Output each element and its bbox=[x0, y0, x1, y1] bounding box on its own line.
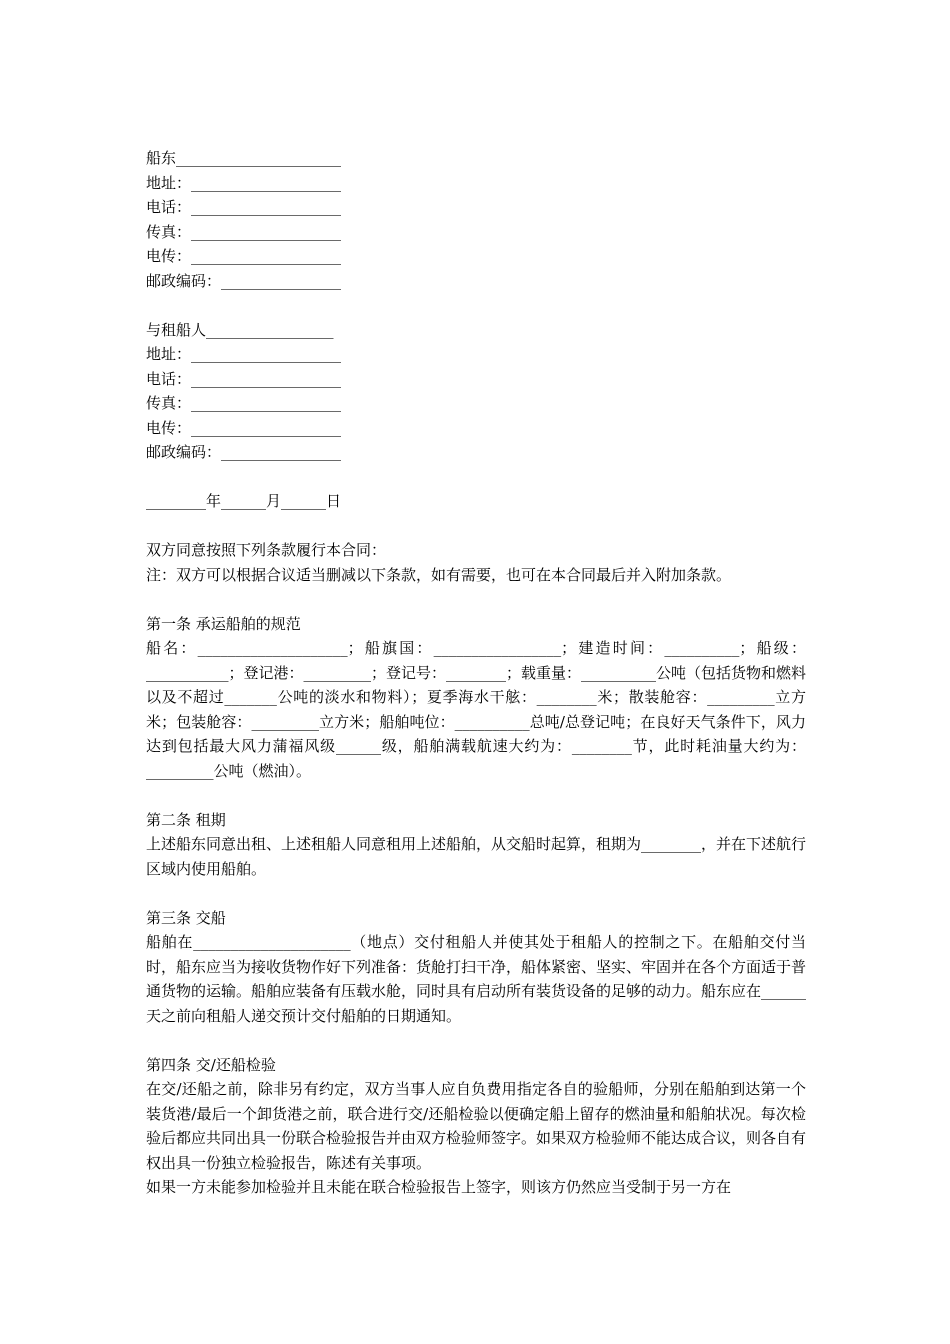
spacer bbox=[146, 587, 806, 612]
charterer-block bbox=[146, 318, 806, 465]
article-body-continued: 如果一方未能参加检验并且未能在联合检验报告上签字，则该方仍然应当受制于另一方在 bbox=[146, 1178, 732, 1196]
spacer bbox=[146, 514, 806, 539]
spacer bbox=[146, 881, 806, 906]
article-4 bbox=[146, 1053, 806, 1200]
shipowner-postcode-line: 邮政编码：________________ bbox=[146, 271, 342, 290]
article-1 bbox=[146, 612, 806, 784]
article-body: 上述船东同意出租、上述租船人同意租用上述船舶，从交船时起算，租期为________，并在下述航行区域内使用船舶。 bbox=[146, 835, 807, 878]
article-body: 船名：____________________；船旗国：_________________；建造时间：__________；船级：___________；登记港：_________；登记号：________；载重量：__________公吨（包括货物和燃料以及不超过_______公吨的淡水和物料）；夏季海水干舷：________米；散装舱容：_________立方米；包装舱容：_________立方米；船舶吨位：__________总吨/总登记吨；在良好天气条件下，风力达到包括最大风力蒲福风级______级，船舶满载航速大约为：________节，此时耗油量大约为：_________公吨（燃油）。 bbox=[146, 639, 807, 780]
shipowner-phone-line: 电话：____________________ bbox=[146, 198, 342, 216]
shipowner-telex-line: 电传：____________________ bbox=[146, 247, 342, 265]
contract-body bbox=[146, 146, 806, 1200]
shipowner-fax-line: 传真：____________________ bbox=[146, 222, 342, 241]
spacer bbox=[146, 783, 806, 808]
charterer-fax-line: 传真：____________________ bbox=[146, 394, 342, 412]
deletion-note: 注：双方可以根据合议适当删减以下条款，如有需要，也可在本合同最后并入附加条款。 bbox=[146, 565, 732, 584]
article-heading: 第三条 交船 bbox=[146, 908, 226, 927]
spacer bbox=[146, 465, 806, 490]
contract-date-line: ________年______月______日 bbox=[146, 492, 342, 510]
spacer bbox=[146, 293, 806, 318]
article-3 bbox=[146, 906, 806, 1029]
agreement-statement: 双方同意按照下列条款履行本合同： bbox=[146, 541, 387, 559]
charterer-name-line: 与租船人_________________ bbox=[146, 320, 334, 339]
shipowner-block bbox=[146, 146, 806, 293]
charterer-telex-line: 电传：____________________ bbox=[146, 418, 342, 437]
article-2 bbox=[146, 808, 806, 882]
spacer bbox=[146, 1028, 806, 1053]
article-heading: 第一条 承运船舶的规范 bbox=[146, 614, 301, 633]
article-heading: 第四条 交/还船检验 bbox=[146, 1055, 276, 1074]
shipowner-name-line: 船东______________________ bbox=[146, 149, 342, 167]
shipowner-address-line: 地址：____________________ bbox=[146, 173, 342, 192]
article-heading: 第二条 租期 bbox=[146, 810, 226, 829]
charterer-phone-line: 电话：____________________ bbox=[146, 369, 342, 388]
article-body: 在交/还船之前，除非另有约定，双方当事人应自负费用指定各自的验船师，分别在船舶到达第一个装货港/最后一个卸货港之前，联合进行交/还船检验以便确定船上留存的燃油量和船舶状况。每次检验后都应共同出具一份联合检验报告并由双方检验师签字。如果双方检验师不能达成合议，则各自有权出具一份独立检验报告，陈述有关事项。 bbox=[146, 1080, 807, 1172]
charterer-address-line: 地址：____________________ bbox=[146, 345, 342, 363]
charterer-postcode-line: 邮政编码：________________ bbox=[146, 443, 342, 461]
article-body: 船舶在_____________________（地点）交付租船人并使其处于租船人的控制之下。在船舶交付当时，船东应当为接收货物作好下列准备：货舱打扫干净，船体紧密、坚实、牢固并在各个方面适于普通货物的运输。船舶应装备有压载水舱，同时具有启动所有装货设备的足够的动力。船东应在______天之前向租船人递交预计交付船舶的日期通知。 bbox=[146, 933, 807, 1025]
